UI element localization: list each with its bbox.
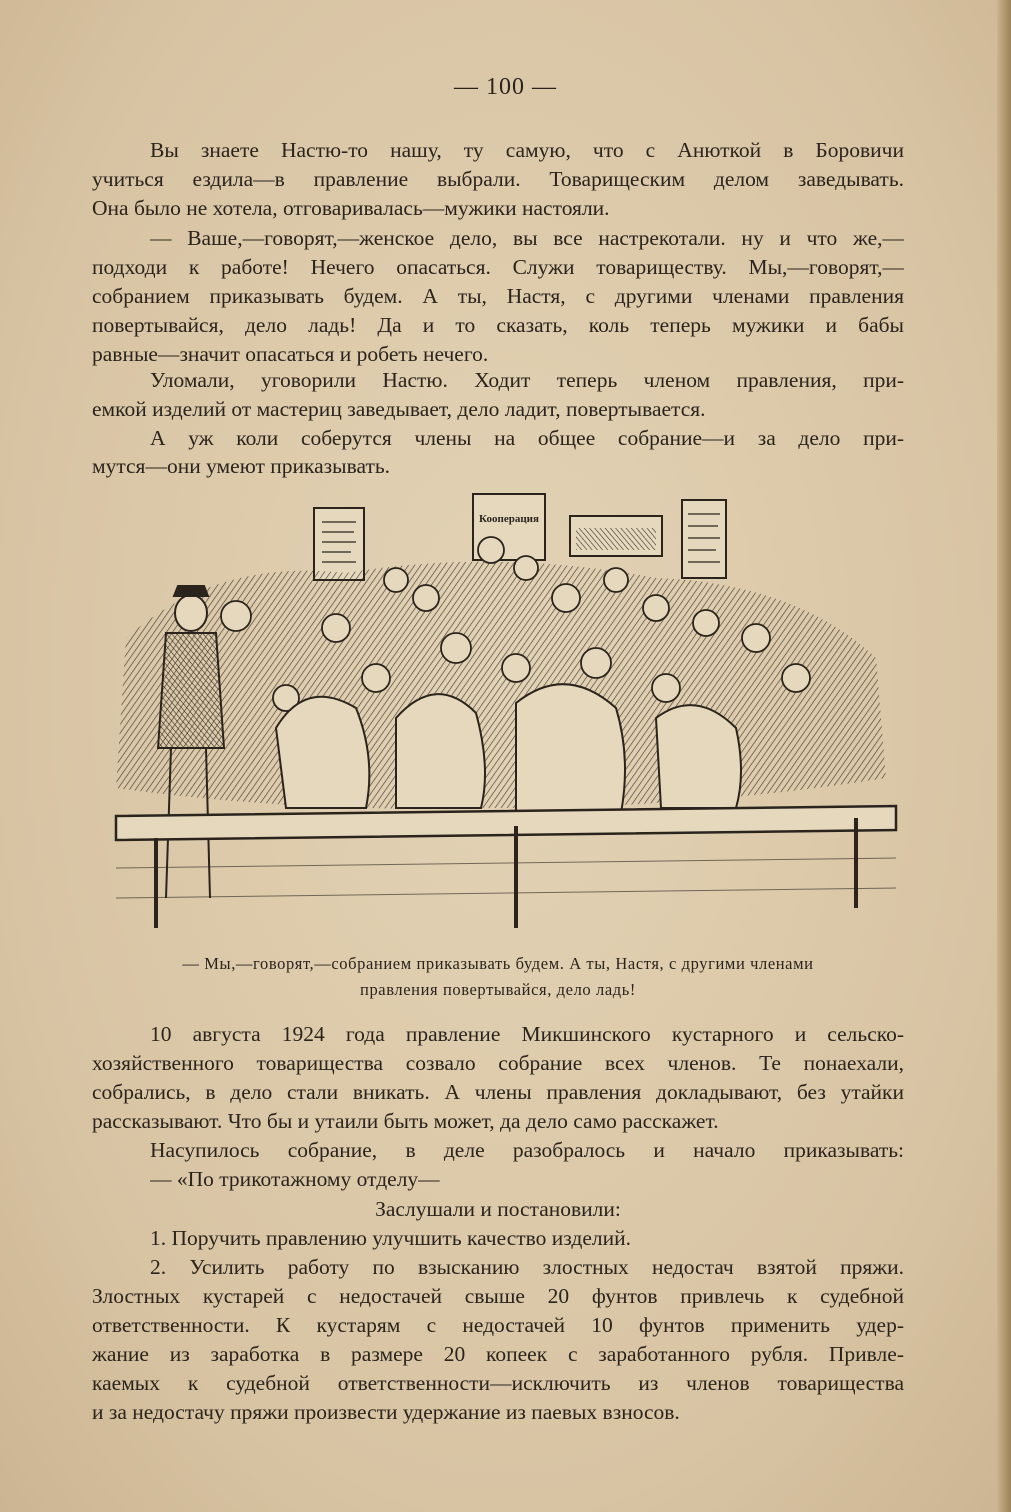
paragraph-line: — «По трикотажному отделу— xyxy=(150,1167,440,1191)
paragraph-line: подходи к работе! Нечего опасаться. Служи товариществу. Мы,—говорят,— xyxy=(92,255,904,279)
page-number: — 100 — xyxy=(454,74,557,100)
paragraph-line: 10 августа 1924 года правление Микшинского кустарного и сельско- xyxy=(150,1022,904,1046)
paragraph-line: жание из заработка в размере 20 копеек с заработанного рубля. Привле- xyxy=(92,1342,904,1366)
paragraph-line: Насупилось собрание, в деле разобралось и начало приказывать: xyxy=(150,1138,904,1162)
page-edge xyxy=(997,0,1011,1512)
resolution-heading: Заслушали и постановили: xyxy=(375,1197,621,1221)
paragraph-line: рассказывают. Что бы и утаили быть может, да дело само расскажет. xyxy=(92,1109,719,1133)
wall-poster xyxy=(682,500,726,578)
paragraph-line: учиться ездила—в правление выбрали. Товарищеским делом заведывать. xyxy=(92,167,904,191)
paragraph-line: емкой изделий от мастериц заведывает, дело ладит, повертывается. xyxy=(92,397,706,421)
illustration-caption-line: правления повертывайся, дело ладь! xyxy=(360,980,636,999)
meeting-illustration xyxy=(96,488,904,938)
wall-poster xyxy=(314,508,364,580)
paragraph-line: каемых к судебной ответственности—исключить из членов товарищества xyxy=(92,1371,904,1395)
resolution-item: 2. Усилить работу по взысканию злостных недостач взятой пряжи. xyxy=(150,1255,904,1279)
illustration-caption-line: — Мы,—говорят,—собранием приказывать будем. А ты, Настя, с другими членами xyxy=(182,954,814,973)
paragraph-line: — Ваше,—говорят,—женское дело, вы все настрекотали. ну и что же,— xyxy=(150,226,904,250)
paragraph-line: хозяйственного товарищества созвало собрание всех членов. Те понаехали, xyxy=(92,1051,904,1075)
paragraph-line: Вы знаете Настю-то нашу, ту самую, что с Анюткой в Боровичи xyxy=(150,138,904,162)
paragraph-line: равные—значит опасаться и робеть нечего. xyxy=(92,342,489,366)
resolution-item: 1. Поручить правлению улучшить качество изделий. xyxy=(150,1226,631,1250)
paragraph-line: собранием приказывать будем. А ты, Настя, с другими членами правления xyxy=(92,284,904,308)
paragraph-line: собрались, в дело стали вникать. А члены правления докладывают, без утайки xyxy=(92,1080,904,1104)
paragraph-line: и за недостачу пряжи произвести удержание из паевых взносов. xyxy=(92,1400,680,1424)
paragraph-line: мутся—они умеют приказывать. xyxy=(92,454,391,478)
meeting-table xyxy=(116,806,896,840)
poster-label: Кооперация xyxy=(479,513,539,525)
paragraph-line: Уломали, уговорили Настю. Ходит теперь членом правления, при- xyxy=(150,368,904,392)
paragraph-line: ответственности. К кустарям с недостачей 10 фунтов применить удер- xyxy=(92,1313,904,1337)
paragraph-line: Она было не хотела, отговаривалась—мужики настояли. xyxy=(92,196,610,220)
paragraph-line: повертывайся, дело ладь! Да и то сказать, коль теперь мужики и бабы xyxy=(92,313,904,337)
paragraph-line: А уж коли соберутся члены на общее собрание—и за дело при- xyxy=(150,426,904,450)
paragraph-line: Злостных кустарей с недостачей свыше 20 фунтов привлечь к судебной xyxy=(92,1284,904,1308)
